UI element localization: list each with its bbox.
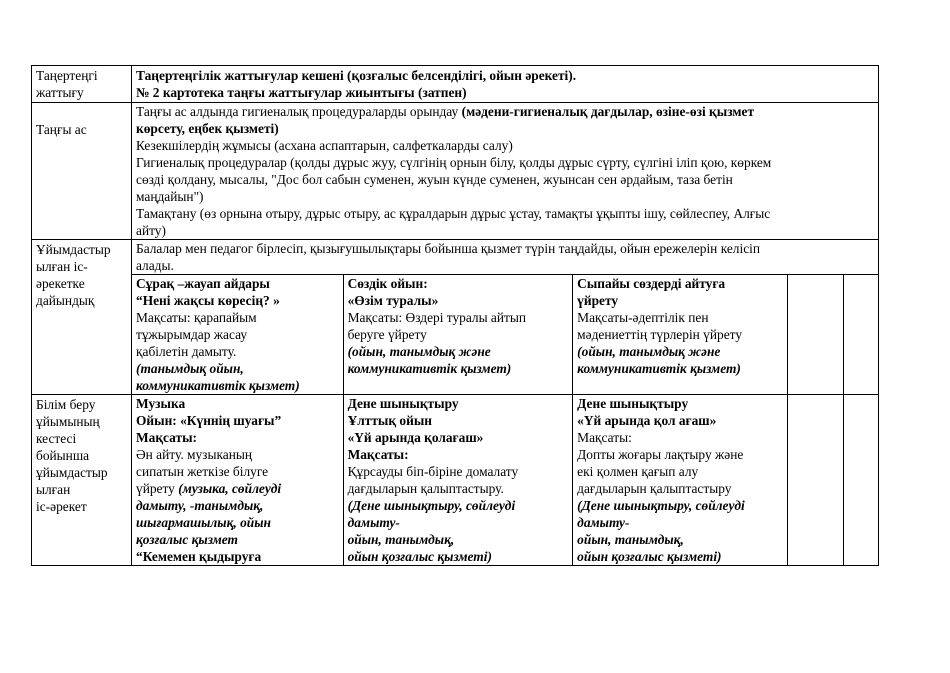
breakfast-line: Тамақтану (өз орнына отыру, дұрыс отыру, ас құралдарын дұрыс ұстау, тамақты ұқыпты ішу, сөйлеспеу, Алғыс xyxy=(136,206,771,221)
label-line: ылған іс- xyxy=(36,259,88,274)
cell-line xyxy=(348,463,569,480)
row-organized-prep xyxy=(32,240,879,275)
breakfast-line: Кезекшілердің жұмысы (асхана аспаптарын, салфеткаларды салу) xyxy=(136,138,513,153)
cell-text: Мақсаты-әдептілік пен xyxy=(577,310,709,325)
cell-line xyxy=(136,309,339,326)
cell-text: Ойын: «Күннің шуағы” xyxy=(136,413,282,428)
cell-line xyxy=(577,514,783,531)
cell-text: ойын қозғалыс қызметі) xyxy=(347,549,492,564)
label-line: Білім беру xyxy=(36,397,96,412)
cell-line xyxy=(136,446,339,463)
row-organized-games xyxy=(32,275,879,395)
cell-line xyxy=(577,275,783,292)
cell-line xyxy=(136,514,339,531)
cell-line xyxy=(136,360,339,377)
label-line: әрекетке xyxy=(36,276,85,291)
cell-text: Дене шынықтыру xyxy=(577,396,689,411)
row-label-schedule xyxy=(32,395,132,566)
cell-line xyxy=(577,463,783,480)
game-cell-polite xyxy=(573,275,788,394)
cell-text: “Нені жақсы көресің? » xyxy=(136,293,280,308)
empty-cell xyxy=(843,395,878,565)
cell-line xyxy=(577,360,783,377)
label-line: Таңғы ас xyxy=(36,122,87,137)
row-label-morning xyxy=(32,66,132,103)
label-line: Таңертеңгі xyxy=(36,68,98,83)
cell-text: (музыка, сөйлеуді xyxy=(178,481,282,496)
cell-line xyxy=(136,292,339,309)
cell-text: коммуникативтік қызмет) xyxy=(577,361,741,376)
cell-text: (ойын, танымдық және xyxy=(577,344,721,359)
cell-line xyxy=(136,377,339,394)
cell-text: ойын қозғалыс қызметі) xyxy=(577,549,722,564)
breakfast-line: көрсету, еңбек қызметі) xyxy=(136,121,279,136)
cell-line xyxy=(348,548,569,565)
cell-line xyxy=(348,514,569,531)
cell-text: беруге үйрету xyxy=(347,327,427,342)
cell-line xyxy=(136,531,339,548)
cell-line xyxy=(348,309,569,326)
label-line: кестесі xyxy=(36,431,77,446)
text-plain: Таңғы ас алдында гигиеналық процедураларды орындау xyxy=(136,104,462,119)
label-line: жаттығу xyxy=(36,85,84,100)
cell-text: Мақсаты: xyxy=(577,430,632,445)
cell-line xyxy=(136,429,339,446)
cell-text: үйрету xyxy=(577,293,619,308)
cell-text: дағдыларын қалыптастыру xyxy=(577,481,732,496)
cell-text: Сыпайы сөздерді айтуға xyxy=(577,276,726,291)
cell-text: қозғалыс қызмет xyxy=(136,532,238,547)
cell-line xyxy=(348,360,569,377)
cell-text: Сұрақ –жауап айдары xyxy=(136,276,270,291)
cell-text: Ән айту. музыканың xyxy=(136,447,253,462)
cell-line xyxy=(348,292,569,309)
schedule-table xyxy=(31,65,879,566)
label-line: ұйымының xyxy=(36,414,100,429)
cell-text: тұжырымдар жасау xyxy=(136,327,248,342)
activity-cell-pe-national xyxy=(343,395,573,565)
cell-line xyxy=(577,497,783,514)
cell-line xyxy=(577,292,783,309)
cell-line xyxy=(348,531,569,548)
activity-cell-music xyxy=(132,395,343,565)
organized-intro xyxy=(132,240,879,275)
row-label-breakfast xyxy=(32,103,132,240)
cell-line xyxy=(348,412,569,429)
cell-line xyxy=(348,497,569,514)
cell-line xyxy=(136,275,339,292)
cell-text: Мақсаты: xyxy=(347,447,409,462)
cell-line xyxy=(577,429,783,446)
game-cell-qa xyxy=(132,275,343,394)
cell-line xyxy=(577,446,783,463)
empty-cell xyxy=(787,395,843,565)
cell-line xyxy=(577,480,783,497)
cell-text: сипатын жеткізе білуге xyxy=(136,464,269,479)
cell-text: ойын, танымдық, xyxy=(347,532,455,547)
cell-text: үйрету xyxy=(136,481,179,496)
breakfast-line: айту) xyxy=(136,223,166,238)
cell-text: «Үй арында қол ағаш» xyxy=(577,413,717,428)
games-table xyxy=(132,275,878,394)
cell-line xyxy=(136,548,339,565)
breakfast-line xyxy=(136,103,874,120)
row-breakfast xyxy=(32,103,879,240)
cell-line xyxy=(348,429,569,446)
cell-line xyxy=(136,463,339,480)
cell-line xyxy=(348,343,569,360)
cell-text: коммуникативтік қызмет) xyxy=(347,361,512,376)
breakfast-line: сөзді қолдану, мысалы, "Дос бол сабын суменен, жуын күнде суменен, жуынсан сен әрдайым, таза бетін xyxy=(136,172,733,187)
cell-line xyxy=(348,326,569,343)
cell-line xyxy=(577,309,783,326)
schedule-container xyxy=(132,395,879,566)
activities-table xyxy=(132,395,878,565)
empty-cell xyxy=(787,275,843,394)
breakfast-content xyxy=(132,103,879,240)
cell-text: (Дене шынықтыру, сөйлеуді xyxy=(577,498,745,513)
intro-line: Балалар мен педагог бірлесіп, қызығушылықтары бойынша қызмет түрін таңдайды, ойын ережелерін келісіп xyxy=(136,241,761,256)
cell-text: «Үй арында қолағаш» xyxy=(347,430,484,445)
cell-text: дамыту- xyxy=(347,515,400,530)
cell-text: (танымдық ойын, xyxy=(136,361,244,376)
cell-text: Мақсаты: Өздері туралы айтып xyxy=(347,310,527,325)
cell-line xyxy=(348,395,569,412)
cell-text: дағдыларын қалыптастыру. xyxy=(347,481,504,496)
cell-text: Ұлттық ойын xyxy=(347,413,432,428)
cell-line xyxy=(136,343,339,360)
label-line: дайындық xyxy=(36,293,95,308)
cell-text: дамыту- xyxy=(577,515,630,530)
morning-title: Таңертеңгілік жаттығулар кешені (қозғалыс белсенділігі, ойын әрекеті). xyxy=(136,68,577,83)
label-line: Ұйымдастыр xyxy=(36,242,111,257)
cell-line xyxy=(136,480,339,497)
intro-line: алады. xyxy=(136,258,174,273)
cell-text: екі қолмен қағып алу xyxy=(577,464,699,479)
cell-text: мәдениеттің түрлерін үйрету xyxy=(577,327,743,342)
cell-text: Құрсауды біп-біріне домалату xyxy=(347,464,519,479)
morning-subtitle: № 2 картотека таңғы жаттығулар жиынтығы (затпен) xyxy=(136,85,467,100)
cell-line xyxy=(348,275,569,292)
label-line: ылған xyxy=(36,482,71,497)
cell-text: «Өзім туралы» xyxy=(347,293,439,308)
row-label-organized xyxy=(32,240,132,395)
label-line: ұйымдастыр xyxy=(36,465,108,480)
morning-content xyxy=(132,66,879,103)
cell-text: коммуникативтік қызмет) xyxy=(136,378,300,393)
cell-text: (Дене шынықтыру, сөйлеуді xyxy=(347,498,516,513)
cell-text: қабілетін дамыту. xyxy=(136,344,237,359)
text-bold: (мәдени-гигиеналық дағдылар, өзіне-өзі қызмет xyxy=(461,104,755,119)
cell-line xyxy=(577,531,783,548)
cell-line xyxy=(577,395,783,412)
empty-cell xyxy=(843,275,878,394)
cell-text: Мақсаты: xyxy=(136,430,197,445)
cell-text: (ойын, танымдық және xyxy=(347,344,491,359)
cell-text: Музыка xyxy=(136,396,186,411)
activity-cell-pe-ball xyxy=(573,395,788,565)
cell-text: ойын, танымдық, xyxy=(577,532,684,547)
label-line: бойынша xyxy=(36,448,90,463)
cell-line xyxy=(348,446,569,463)
cell-text: дамыту, -танымдық, xyxy=(136,498,264,513)
row-morning-exercise xyxy=(32,66,879,103)
cell-line xyxy=(577,548,783,565)
cell-line xyxy=(136,412,339,429)
cell-line xyxy=(577,343,783,360)
cell-line xyxy=(348,480,569,497)
organized-games-container xyxy=(132,275,879,395)
game-cell-vocab xyxy=(343,275,573,394)
cell-line xyxy=(577,326,783,343)
cell-text: Допты жоғары лақтыру және xyxy=(577,447,744,462)
cell-text: “Кемемен қыдыруға xyxy=(136,549,262,564)
cell-line xyxy=(577,412,783,429)
cell-text: Сөздік ойын: xyxy=(347,276,428,291)
breakfast-line: маңдайын") xyxy=(136,189,204,204)
cell-line xyxy=(136,395,339,412)
row-schedule-activity xyxy=(32,395,879,566)
cell-text: шығармашылық, ойын xyxy=(136,515,271,530)
cell-line xyxy=(136,497,339,514)
cell-line xyxy=(136,326,339,343)
cell-text: Дене шынықтыру xyxy=(347,396,459,411)
label-line: іс-әрекет xyxy=(36,499,87,514)
cell-text: Мақсаты: қарапайым xyxy=(136,310,257,325)
breakfast-line: Гигиеналық процедуралар (қолды дұрыс жуу, сүлгінің орнын білу, қолды дұрыс сүрту, сүлгіні іліп қою, көркем xyxy=(136,155,772,170)
